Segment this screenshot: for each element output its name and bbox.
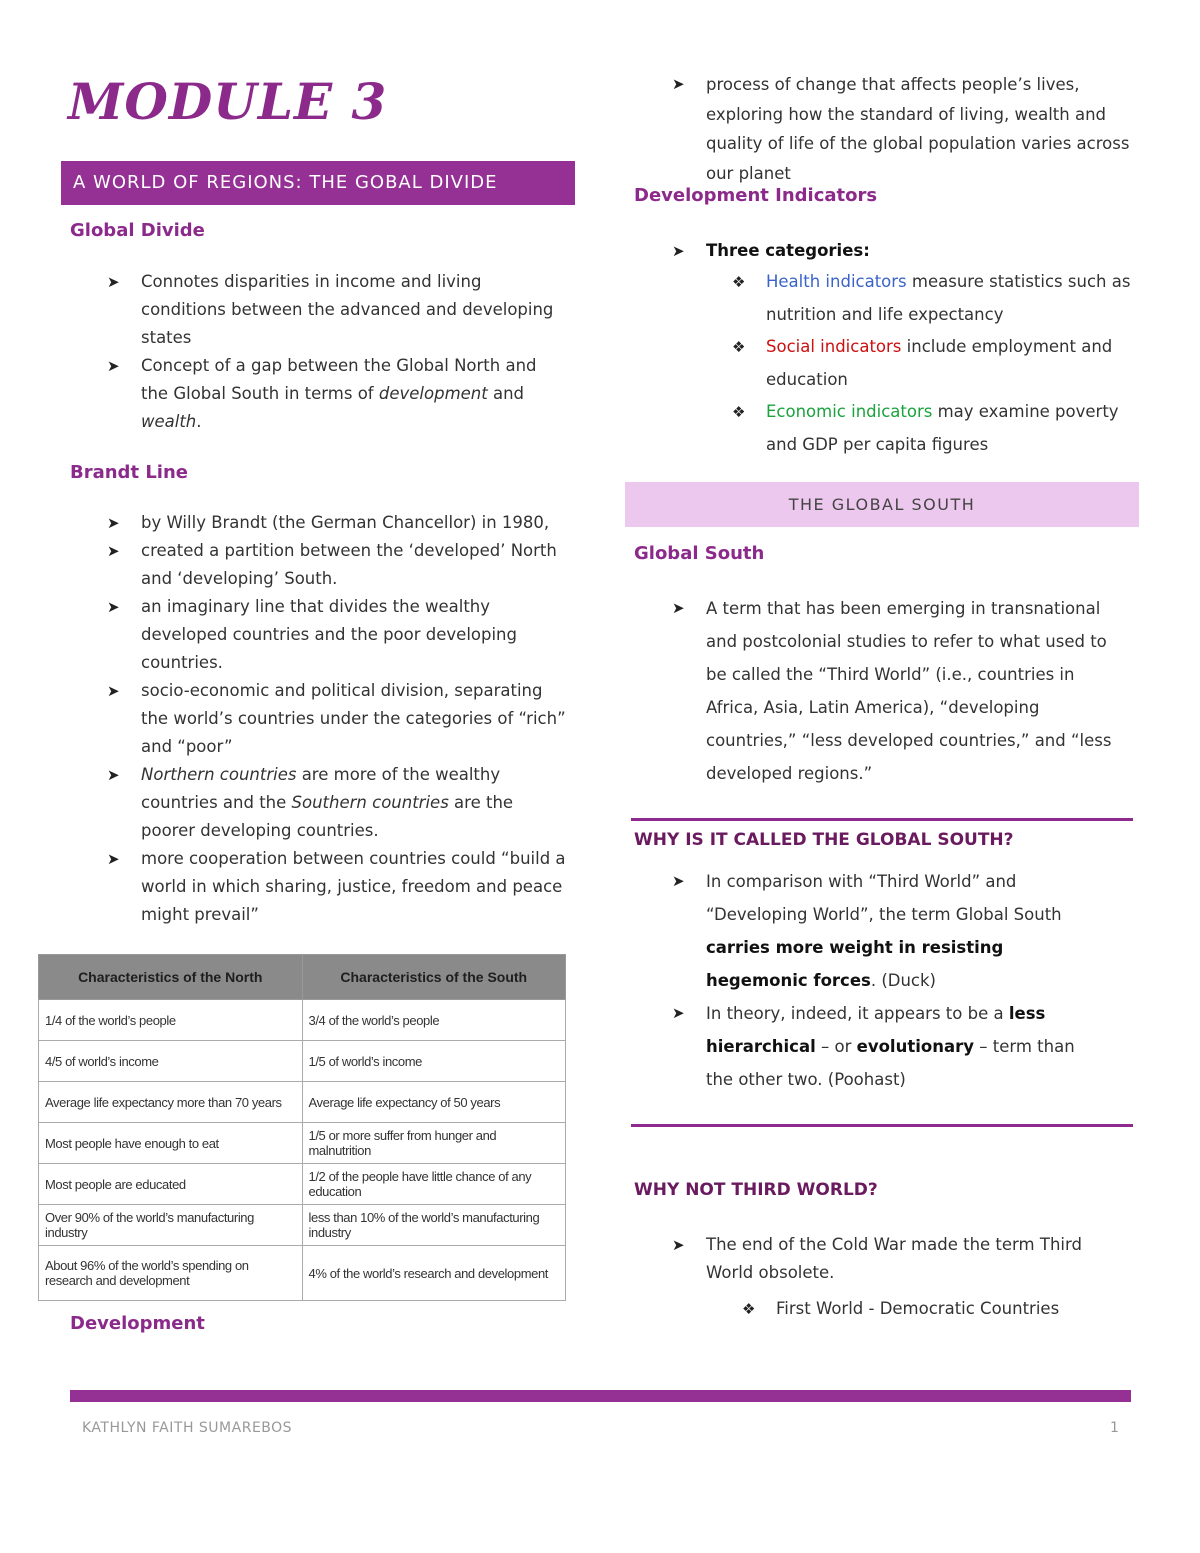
why-called-list	[672, 865, 1102, 1096]
table-row	[39, 1123, 566, 1164]
heading-why-not-third-world: WHY NOT THIRD WORLD?	[634, 1180, 878, 1200]
table-cell: 1/5 of world’s income	[302, 1041, 566, 1082]
module-title: MODULE 3	[68, 72, 388, 131]
table-cell: Most people are educated	[39, 1164, 303, 1205]
table-row	[39, 1000, 566, 1041]
table-header-north: Characteristics of the North	[39, 955, 303, 1000]
arrow-bullet-icon: ➤	[672, 75, 685, 93]
list-item: ➤ socio-economic and political division, separating the world’s countries under the categories of “rich” and “poor”	[107, 677, 569, 761]
list-item: ❖ Social indicators include employment and education	[732, 331, 1132, 396]
footer-author: KATHLYN FAITH SUMAREBOS	[82, 1420, 293, 1436]
table-cell: 1/4 of the world’s people	[39, 1000, 303, 1041]
arrow-bullet-icon: ➤	[107, 850, 120, 868]
table-cell: 4% of the world’s research and development	[302, 1246, 566, 1301]
list-item: ➤ Northern countries are more of the wealthy countries and the Southern countries are the poorer developing countries.	[107, 761, 569, 845]
heading-development: Development	[70, 1313, 205, 1334]
table-row	[39, 1246, 566, 1301]
list-item: ➤ Three categories: ❖ Health indicators measure statistics such as nutrition and life expectancy ❖ Social indicators include employment and education ❖ Economic indicators may examine poverty and GDP per capita figures	[672, 236, 1132, 461]
arrow-bullet-icon: ➤	[107, 273, 120, 291]
global-divide-list	[107, 268, 567, 436]
arrow-bullet-icon: ➤	[672, 872, 685, 890]
indicators-list	[672, 236, 1132, 461]
table-cell: Most people have enough to eat	[39, 1123, 303, 1164]
table-cell: 3/4 of the world’s people	[302, 1000, 566, 1041]
arrow-bullet-icon: ➤	[107, 598, 120, 616]
list-item: ➤ The end of the Cold War made the term Third World obsolete. ❖ First World - Democratic Countries	[672, 1231, 1102, 1326]
section-banner-global-south: THE GLOBAL SOUTH	[625, 482, 1139, 527]
table-cell: Average life expectancy more than 70 years	[39, 1082, 303, 1123]
table-cell: less than 10% of the world’s manufacturing industry	[302, 1205, 566, 1246]
section-banner-global-divide: A WORLD OF REGIONS: THE GOBAL DIVIDE	[61, 161, 575, 205]
footer-bar	[70, 1390, 1131, 1402]
table-cell: About 96% of the world’s spending on research and development	[39, 1246, 303, 1301]
table-cell: 1/5 or more suffer from hunger and malnutrition	[302, 1123, 566, 1164]
arrow-bullet-icon: ➤	[672, 242, 685, 260]
indicator-sublist	[732, 266, 1132, 461]
arrow-bullet-icon: ➤	[107, 766, 120, 784]
list-item: ➤ In comparison with “Third World” and “Developing World”, the term Global South carries more weight in resisting hegemonic forces. (Duck)	[672, 865, 1102, 997]
arrow-bullet-icon: ➤	[107, 357, 120, 375]
table-header-row	[39, 955, 566, 1000]
diamond-bullet-icon: ❖	[742, 1300, 756, 1318]
heading-brandt-line: Brandt Line	[70, 462, 188, 483]
development-list	[672, 70, 1132, 188]
list-item: ➤ Concept of a gap between the Global North and the Global South in terms of development and wealth.	[107, 352, 567, 436]
divider	[631, 1124, 1133, 1127]
diamond-bullet-icon: ❖	[732, 338, 746, 356]
table-row	[39, 1205, 566, 1246]
why-not-list	[672, 1231, 1102, 1326]
list-item: ➤ A term that has been emerging in transnational and postcolonial studies to refer to what used to be called the “Third World” (i.e., countries in Africa, Asia, Latin America), “developing countries,” “less developed countries,” and “less developed regions.”	[672, 592, 1128, 790]
table-cell: Over 90% of the world’s manufacturing industry	[39, 1205, 303, 1246]
arrow-bullet-icon: ➤	[672, 1004, 685, 1022]
brandt-line-list	[107, 509, 569, 929]
table-cell: Average life expectancy of 50 years	[302, 1082, 566, 1123]
list-item: ➤ by Willy Brandt (the German Chancellor) in 1980,	[107, 509, 569, 537]
heading-global-south: Global South	[634, 543, 765, 564]
table-cell: 4/5 of world’s income	[39, 1041, 303, 1082]
heading-development-indicators: Development Indicators	[634, 185, 878, 206]
list-item: ➤ process of change that affects people’s lives, exploring how the standard of living, wealth and quality of life of the global population varies across our planet	[672, 70, 1132, 188]
diamond-bullet-icon: ❖	[732, 403, 746, 421]
table-header-south: Characteristics of the South	[302, 955, 566, 1000]
table-row	[39, 1164, 566, 1205]
arrow-bullet-icon: ➤	[107, 514, 120, 532]
list-item: ➤ created a partition between the ‘developed’ North and ‘developing’ South.	[107, 537, 569, 593]
list-item: ❖ Economic indicators may examine poverty and GDP per capita figures	[732, 396, 1132, 461]
arrow-bullet-icon: ➤	[672, 1236, 685, 1254]
list-item: ➤ an imaginary line that divides the wealthy developed countries and the poor developing countries.	[107, 593, 569, 677]
divider	[631, 818, 1133, 821]
table-cell: 1/2 of the people have little chance of any education	[302, 1164, 566, 1205]
list-item: ❖ First World - Democratic Countries	[742, 1293, 1102, 1326]
heading-global-divide: Global Divide	[70, 220, 205, 241]
list-item: ➤ more cooperation between countries could “build a world in which sharing, justice, freedom and peace might prevail”	[107, 845, 569, 929]
heading-why-called-global-south: WHY IS IT CALLED THE GLOBAL SOUTH?	[634, 830, 1014, 850]
table-row	[39, 1082, 566, 1123]
arrow-bullet-icon: ➤	[672, 599, 685, 617]
arrow-bullet-icon: ➤	[107, 542, 120, 560]
list-item: ❖ Health indicators measure statistics such as nutrition and life expectancy	[732, 266, 1132, 331]
diamond-bullet-icon: ❖	[732, 273, 746, 291]
north-south-characteristics-table	[38, 954, 566, 1301]
list-item: ➤ Connotes disparities in income and living conditions between the advanced and developing states	[107, 268, 567, 352]
page-number: 1	[1110, 1420, 1119, 1436]
list-item: ➤ In theory, indeed, it appears to be a less hierarchical – or evolutionary – term than the other two. (Poohast)	[672, 997, 1102, 1096]
why-not-sublist	[742, 1293, 1102, 1326]
arrow-bullet-icon: ➤	[107, 682, 120, 700]
global-south-list	[672, 592, 1128, 790]
table-row	[39, 1041, 566, 1082]
